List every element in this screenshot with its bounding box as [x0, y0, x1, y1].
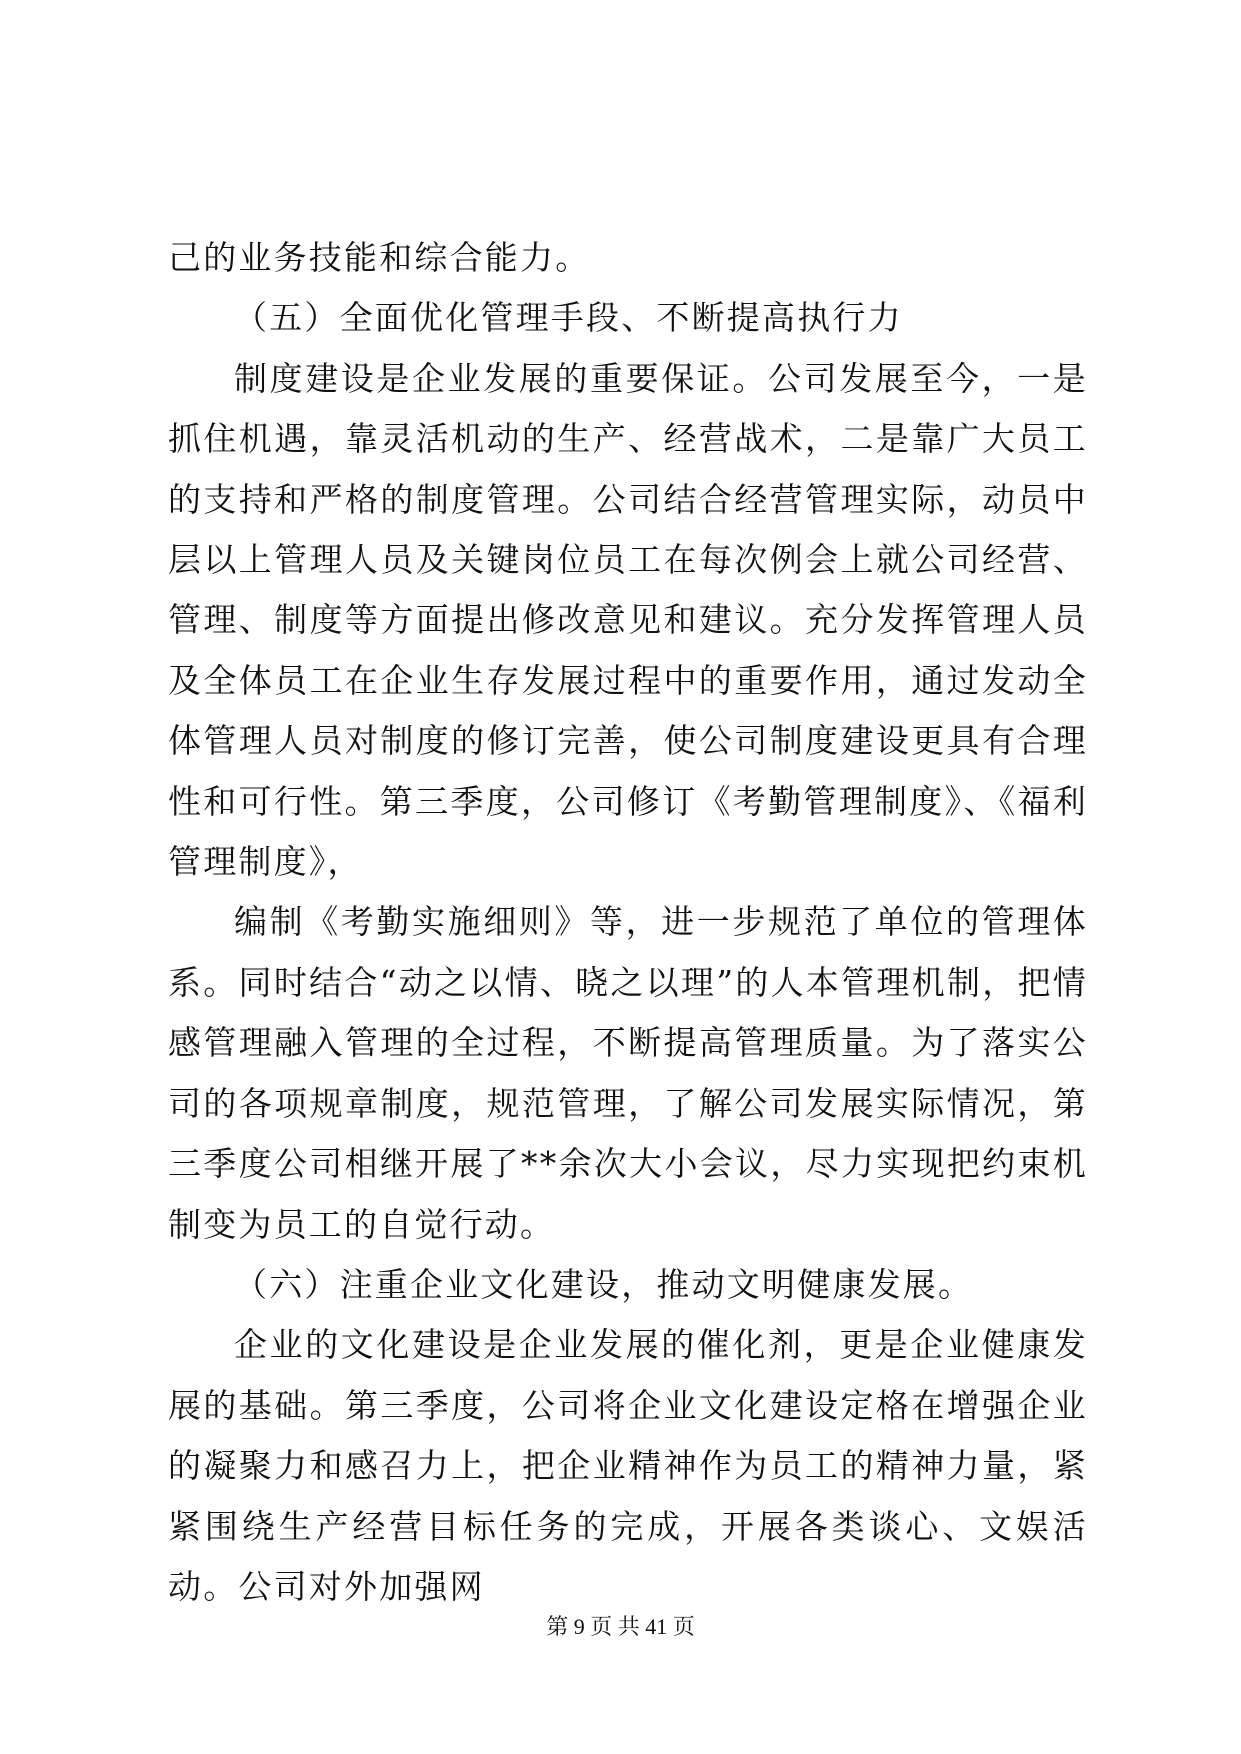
page-footer [0, 1610, 1241, 1641]
section-heading-5: （五）全面优化管理手段、不断提高执行力 [234, 298, 903, 338]
page-number-label: 第 9 页 共 41 页 [546, 1614, 695, 1639]
paragraph-continuation: 己的业务技能和综合能力。 [168, 238, 591, 277]
paragraph-corporate-culture: 企业的文化建设是企业发展的催化剂，更是企业健康发展的基础。第三季度，公司将企业文化建设定格在增强企业的凝聚力和感召力上，把企业精神作为员工的精神力量，紧紧围绕生产经营目标任务的完成，开展各类谈心、文娱活动。公司对外加强网 [168, 1325, 1088, 1606]
document-body [168, 228, 1088, 1617]
paragraph-system-building: 制度建设是企业发展的重要保证。公司发展至今，一是抓住机遇，靠灵活机动的生产、经营战术，二是靠广大员工的支持和严格的制度管理。公司结合经营管理实际，动员中层以上管理人员及关键岗位员工在每次例会上就公司经营、管理、制度等方面提出修改意见和建议。充分发挥管理人员及全体员工在企业生存发展过程中的重要作用，通过发动全体管理人员对制度的修订完善，使公司制度建设更具有合理性和可行性。第三季度，公司修订《考勤管理制度》、《福利管理制度》， [168, 358, 1088, 882]
section-heading-6: （六）注重企业文化建设，推动文明健康发展。 [234, 1264, 974, 1304]
paragraph-attendance-rules: 编制《考勤实施细则》等，进一步规范了单位的管理体系。同时结合“动之以情、晓之以理”的人本管理机制，把情感管理融入管理的全过程，不断提高管理质量。为了落实公司的各项规章制度，规范管理，了解公司发展实际情况，第三季度公司相继开展了**余次大小会议，尽力实现把约束机制变为员工的自觉行动。 [168, 902, 1088, 1244]
